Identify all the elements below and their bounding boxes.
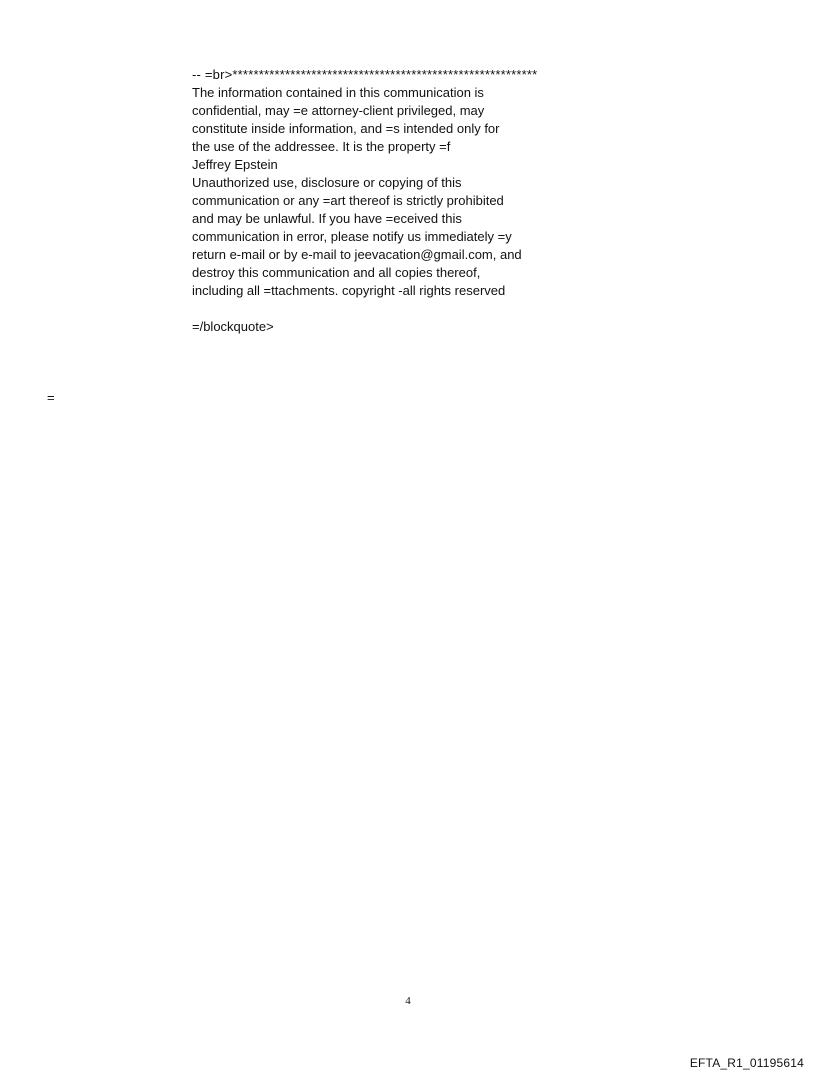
page-number: 4 [405,995,411,1007]
disclaimer-line: Unauthorized use, disclosure or copying of this [192,175,462,190]
stray-equals-mark: = [47,390,55,405]
disclaimer-line: including all =ttachments. copyright -all rights reserved [192,283,506,298]
disclaimer-line: communication in error, please notify us immediately =y [192,229,512,244]
disclaimer-line: confidential, may =e attorney-client privileged, may [192,103,485,118]
disclaimer-line: Jeffrey Epstein [192,157,278,172]
disclaimer-line: constitute inside information, and =s intended only for [192,121,500,136]
closing-tag-line: =/blockquote> [192,319,274,334]
disclaimer-line: return e-mail or by e-mail to jeevacation@gmail.com, and [192,247,522,262]
disclaimer-line: the use of the addressee. It is the property =f [192,139,451,154]
blank-line [192,300,672,318]
bates-number: EFTA_R1_01195614 [689,1056,804,1070]
separator-line: -- =br>********************************************************** [192,67,538,82]
disclaimer-line: and may be unlawful. If you have =eceived this [192,211,462,226]
disclaimer-line: destroy this communication and all copies thereof, [192,265,481,280]
email-disclaimer-block [192,66,672,336]
disclaimer-line: The information contained in this communication is [192,85,484,100]
disclaimer-line: communication or any =art thereof is strictly prohibited [192,193,504,208]
